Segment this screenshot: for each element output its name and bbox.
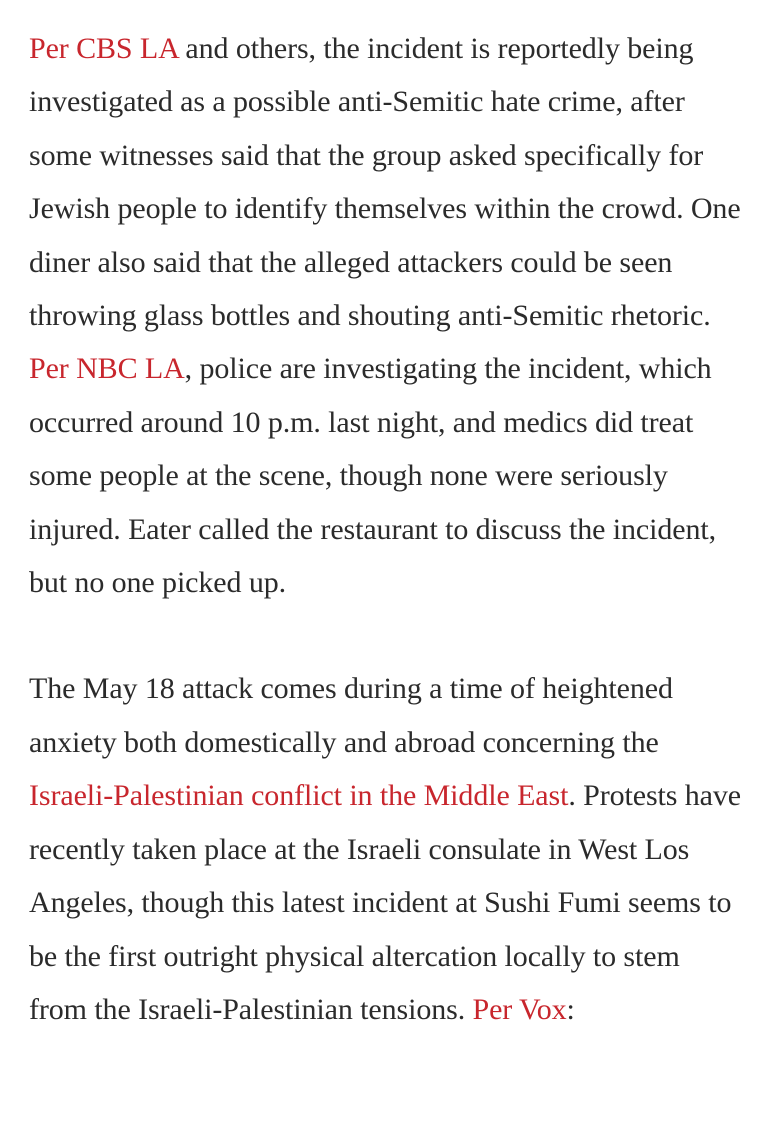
link-per-vox[interactable]: Per Vox [472, 992, 567, 1026]
paragraph-text: : [566, 992, 575, 1026]
paragraph-text: . Protests have recently taken place at the Israeli consulate in West Los Angeles, though this latest incident at Sushi Fumi seems to be the first outright physical altercation locally to stem from the Israeli-Palestinian tensions. [29, 779, 741, 1026]
paragraph-text: , police are investigating the incident, which occurred around 10 p.m. last night, and medics did treat some people at the scene, though none were seriously injured. Eater called the restaurant to discuss the incident, but no one picked up. [29, 352, 716, 600]
paragraph-text: The May 18 attack comes during a time of heightened anxiety both domestically and abroad concerning the [29, 672, 673, 759]
article-body [29, 22, 744, 1036]
paragraph-incident-report [29, 22, 744, 609]
link-israeli-palestinian-conflict[interactable]: Israeli-Palestinian conflict in the Middle East [29, 779, 569, 813]
paragraph-context [29, 662, 744, 1036]
link-cbs-la[interactable]: Per CBS LA [29, 32, 179, 65]
paragraph-text: and others, the incident is reportedly being investigated as a possible anti-Semitic hate crime, after some witnesses said that the group asked specifically for Jewish people to identify themselves within the crowd. One diner also said that the alleged attackers could be seen throwing glass bottles and shouting anti-Semitic rhetoric. [29, 32, 741, 333]
link-nbc-la[interactable]: Per NBC LA [29, 352, 185, 386]
